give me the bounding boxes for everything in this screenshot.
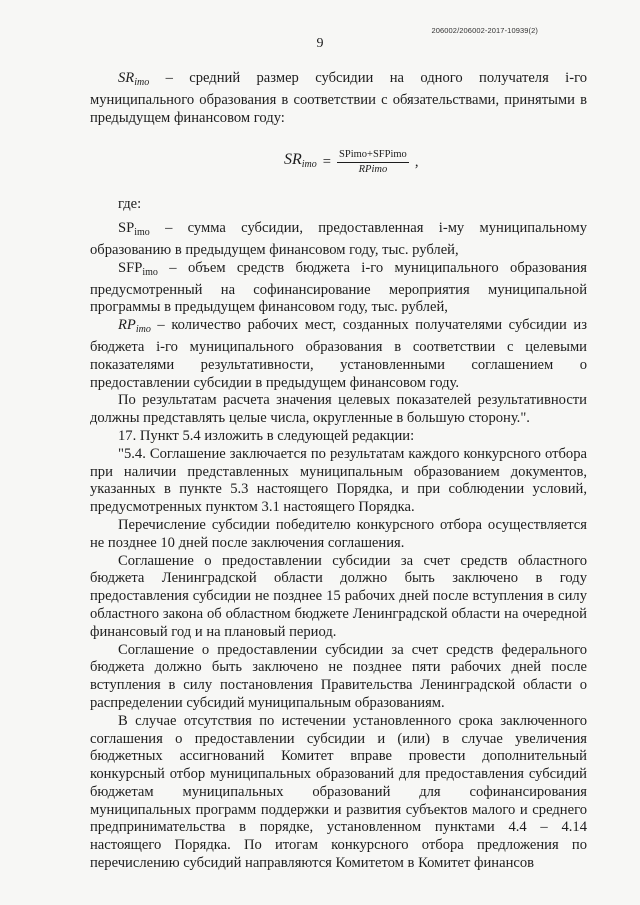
paragraph-rp-definition: [90, 317, 587, 392]
symbol-rp: RP: [118, 317, 136, 334]
paragraph-sr-definition: [90, 70, 587, 127]
paragraph-5-4: "5.4. Соглашение заключается по результатам каждого конкурсного отбора при наличии представленных муниципальным образованием документов, указанных в пункте 5.3 настоящего Порядка, и при соблюдении условий, предусмотренных пунктом 3.1 настоящего Порядка.: [90, 445, 587, 516]
paragraph-item-17: 17. Пункт 5.4 изложить в следующей редакции:: [118, 427, 415, 444]
formula-denominator: RPimo: [358, 164, 388, 176]
formula-lhs: [284, 151, 317, 174]
formula-equals: =: [322, 153, 332, 170]
sp-definition-text: – сумма субсидии, предоставленная i-му муниципальному образованию в предыдущем финансовом году, тыс. рублей,: [90, 220, 587, 258]
paragraph-sp-definition: [90, 220, 587, 260]
formula-comma: ,: [414, 153, 419, 170]
rp-definition-text: – количество рабочих мест, созданных получателями субсидии из бюджета i-го муниципального образования в соответствии с целевыми показателями результативности, установленными соглашением о предоставлении субсидии в предыдущем финансовом году.: [90, 317, 587, 391]
paragraph-sfp-definition: [90, 260, 587, 317]
paragraph-additional-selection: В случае отсутствия по истечении установленного срока заключенного соглашения о предоставлении субсидии и (или) в случае увеличения бюджетных ассигнований Комитет вправе провести дополнительный конкурсный отбор муниципальных образований для предоставления субсидий бюджетам муниципальных образований для софинансирования муниципальных программ поддержки и развития субъектов малого и среднего предпринимательства в порядке, установленном пунктами 4.4 – 4.14 настоящего Порядка. По итогам конкурсного отбора предложения по перечислению субсидий направляются Комитетом в Комитет финансов: [90, 712, 587, 872]
symbol-sr-subscript: imo: [134, 77, 150, 88]
page-number: 9: [316, 36, 324, 51]
formula-numerator: SPimo+SFPimo: [337, 149, 409, 163]
paragraph-federal-agreement: Соглашение о предоставлении субсидии за счет средств федерального бюджета должно быть заключено не позднее пяти рабочих дней после вступления в силу постановления Правительства Ленинградской области о распределении субсидий муниципальным образованиям.: [90, 641, 587, 711]
document-id: 206002/206002-2017-10939(2): [431, 26, 538, 35]
where-label: где:: [118, 196, 142, 213]
formula: [90, 149, 587, 176]
symbol-rp-subscript: imo: [135, 324, 151, 336]
symbol-sp-subscript: imo: [134, 227, 150, 239]
symbol-sp: SP: [118, 220, 135, 237]
paragraph-rounding: По результатам расчета значения целевых показателей результативности должны представлять целые числа, округленные в большую сторону.".: [90, 392, 587, 427]
formula-lhs-symbol: SR: [284, 151, 302, 169]
symbol-sr: SR: [118, 70, 135, 86]
sr-definition-text: – средний размер субсидии на одного получателя i-го муниципального образования в соответствии с обязательствами, принятыми в предыдущем финансовом году:: [90, 70, 587, 126]
paragraph-transfer: Перечисление субсидии победителю конкурсного отбора осуществляется не позднее 10 дней после заключения соглашения.: [90, 516, 587, 551]
document-body: [90, 70, 587, 873]
formula-fraction: [337, 149, 409, 176]
symbol-sfp-subscript: imo: [142, 266, 158, 278]
formula-lhs-subscript: imo: [301, 159, 317, 171]
paragraph-regional-agreement: Соглашение о предоставлении субсидии за счет средств областного бюджета Ленинградской области должно быть заключено в году предоставления субсидии не позднее 15 рабочих дней после вступления в силу областного закона об областном бюджете Ленинградской области на очередной финансовый год и на плановый период.: [90, 552, 587, 640]
sfp-definition-text: – объем средств бюджета i-го муниципального образования предусмотренный на софинансирование мероприятия муниципальной программы в предыдущем финансовом году, тыс. рублей,: [90, 259, 587, 316]
symbol-sfp: SFP: [118, 259, 143, 276]
